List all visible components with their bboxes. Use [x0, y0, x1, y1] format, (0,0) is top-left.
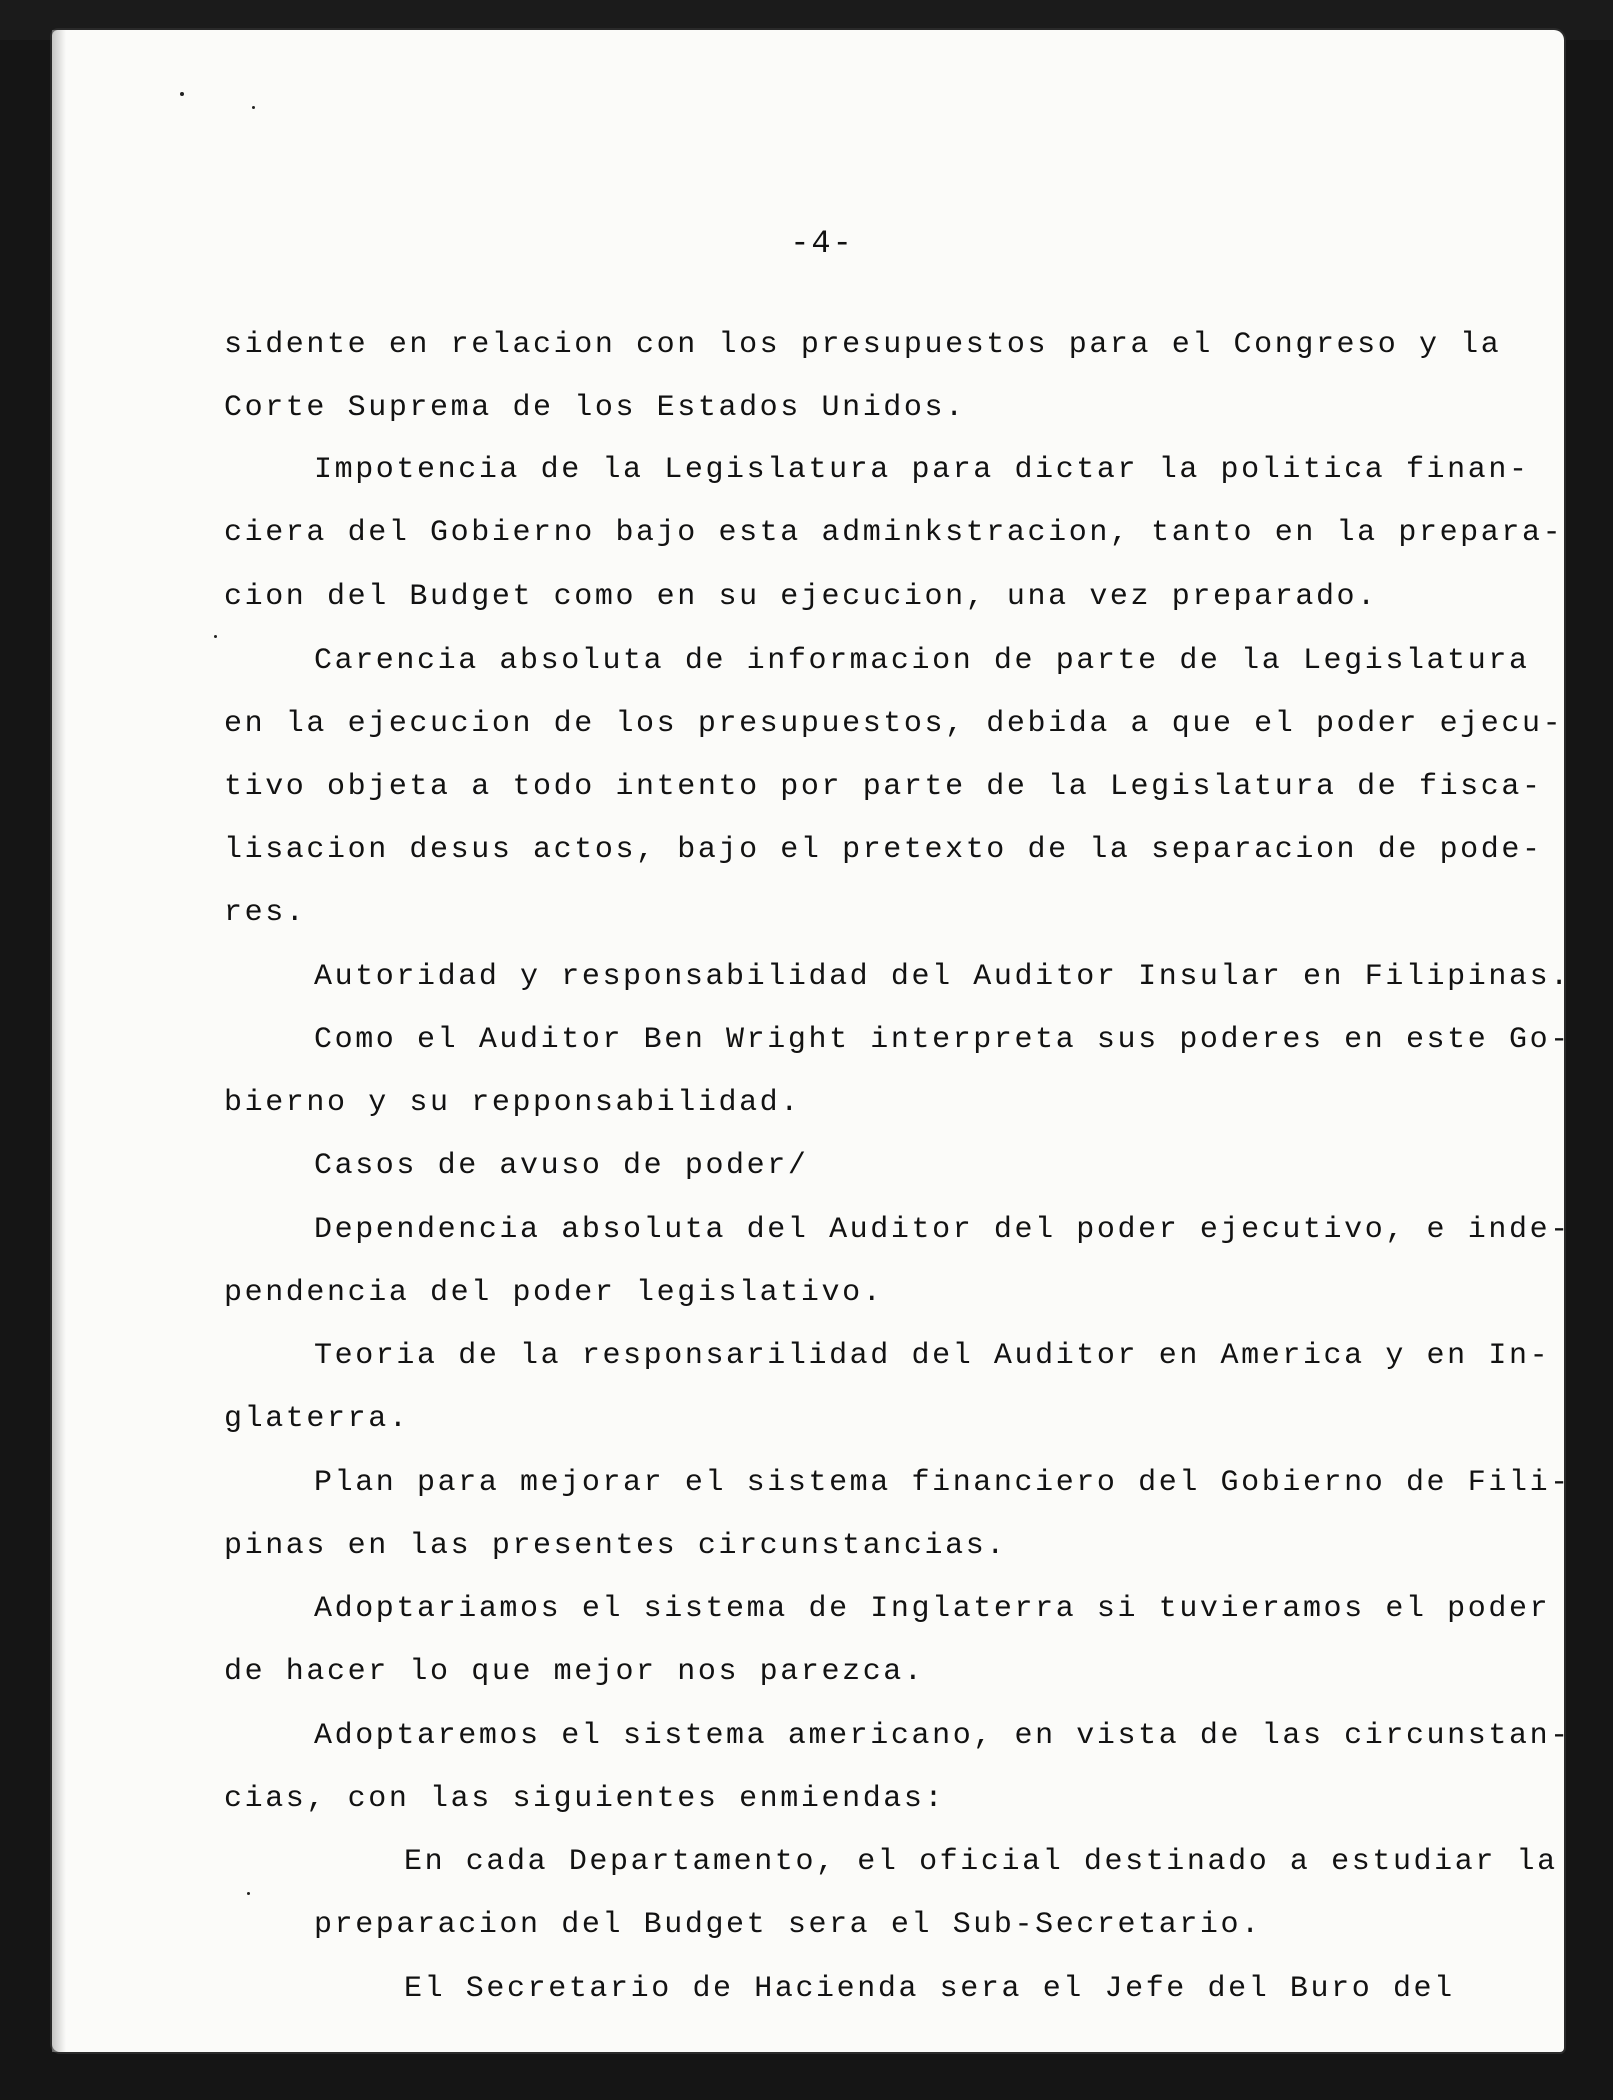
scan-speck: [247, 1892, 250, 1895]
text-line: Teoria de la responsarilidad del Auditor en America y en In-: [314, 1339, 1551, 1373]
text-line: pinas en las presentes circunstancias.: [224, 1529, 1007, 1563]
text-line: res.: [224, 896, 307, 930]
document-page: [52, 30, 1571, 2052]
text-line: pendencia del poder legislativo.: [224, 1276, 884, 1310]
text-line: En cada Departamento, el oficial destinado a estudiar la: [404, 1845, 1558, 1879]
text-line: ciera del Gobierno bajo esta adminkstracion, tanto en la prepara-: [224, 516, 1564, 550]
page-edge-shadow: [52, 30, 66, 2052]
text-line: cias, con las siguientes enmiendas:: [224, 1782, 946, 1816]
scan-speck: [252, 106, 255, 109]
text-line: Dependencia absoluta del Auditor del poder ejecutivo, e inde-: [314, 1213, 1571, 1247]
text-line: Casos de avuso de poder/: [314, 1149, 809, 1183]
text-line: Impotencia de la Legislatura para dictar la politica finan-: [314, 453, 1530, 487]
text-line: tivo objeta a todo intento por parte de la Legislatura de fisca-: [224, 770, 1543, 804]
scan-speck: [180, 92, 184, 96]
text-line: Carencia absoluta de informacion de parte de la Legislatura: [314, 644, 1530, 678]
text-line: sidente en relacion con los presupuestos para el Congreso y la: [224, 328, 1502, 362]
text-line: Corte Suprema de los Estados Unidos.: [224, 391, 966, 425]
text-line: Adoptaremos el sistema americano, en vista de las circunstan-: [314, 1719, 1571, 1753]
text-line: Adoptariamos el sistema de Inglaterra si tuvieramos el poder: [314, 1592, 1551, 1626]
scan-speck: [214, 635, 217, 638]
text-line: Como el Auditor Ben Wright interpreta sus poderes en este Go-: [314, 1023, 1571, 1057]
text-line: de hacer lo que mejor nos parezca.: [224, 1655, 925, 1689]
text-line: cion del Budget como en su ejecucion, una vez preparado.: [224, 580, 1378, 614]
text-line: preparacion del Budget sera el Sub-Secretario.: [314, 1908, 1262, 1942]
text-line: glaterra.: [224, 1402, 410, 1436]
page-number: -4-: [790, 225, 854, 262]
text-line: Plan para mejorar el sistema financiero del Gobierno de Fili-: [314, 1466, 1571, 1500]
text-line: lisacion desus actos, bajo el pretexto de la separacion de pode-: [224, 833, 1543, 867]
text-line: El Secretario de Hacienda sera el Jefe del Buro del: [404, 1972, 1455, 2006]
text-line: Autoridad y responsabilidad del Auditor Insular en Filipinas.: [314, 960, 1571, 994]
text-line: bierno y su repponsabilidad.: [224, 1086, 801, 1120]
text-line: en la ejecucion de los presupuestos, debida a que el poder ejecu-: [224, 707, 1564, 741]
